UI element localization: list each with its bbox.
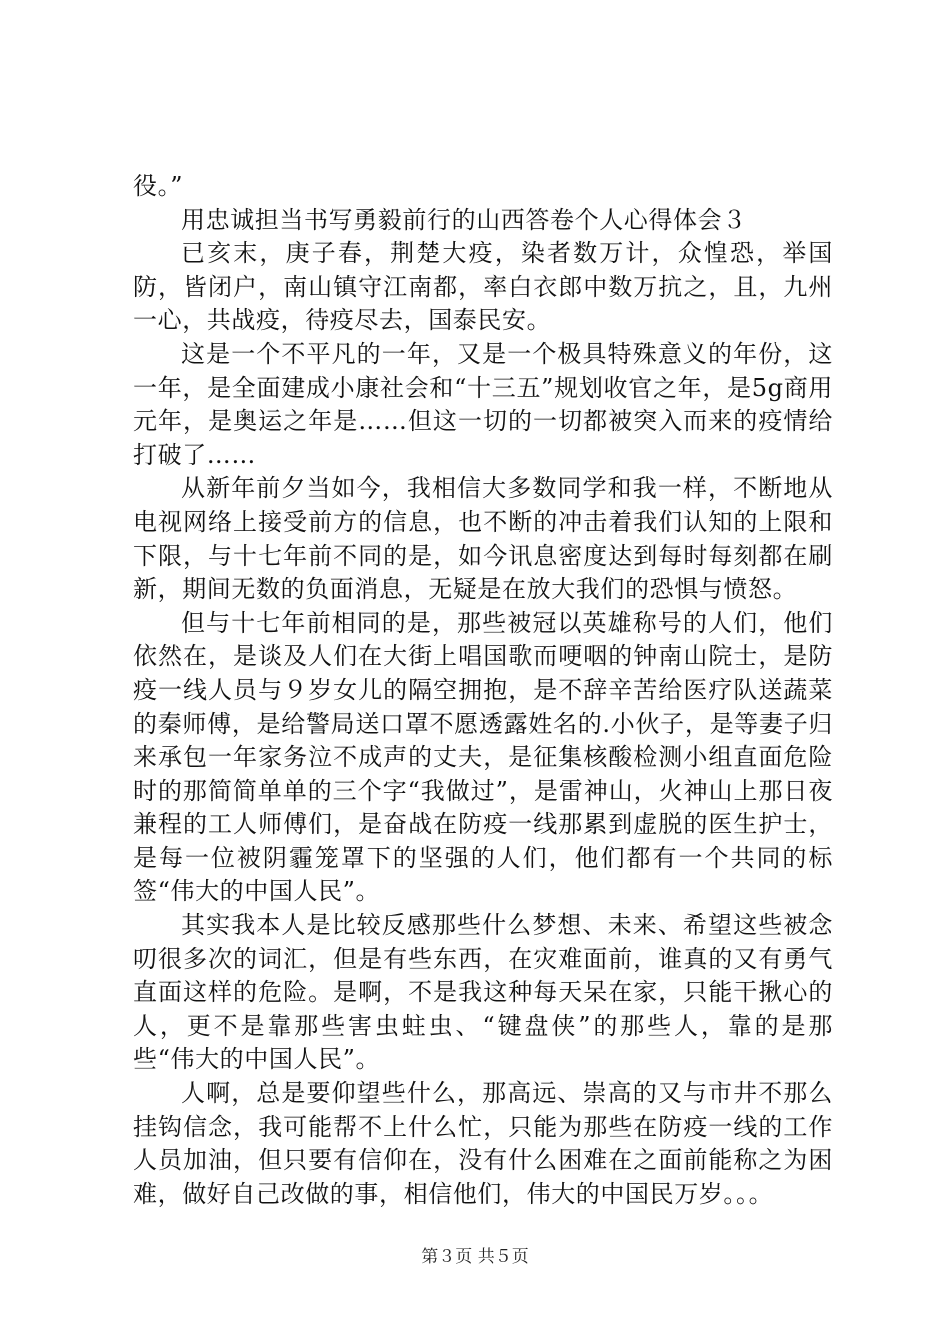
paragraph-4: 但与十七年前相同的是，那些被冠以英雄称号的人们，他们依然在，是谈及人们在大街上唱国歌而哽咽的钟南山院士，是防疫一线人员与９岁女儿的隔空拥抱，是不辞辛苦给医疗队送蔬菜的秦师傅，是给警局送口罩不愿透露姓名的.小伙子，是等妻子归来承包一年家务泣不成声的丈夫，是征集核酸检测小组直面危险时的那简简单单的三个字“我做过”，是雷神山，火神山上那日夜兼程的工人师傅们，是奋战在防疫一线那累到虚脱的医生护士，是每一位被阴霾笼罩下的坚强的人们，他们都有一个共同的标签“伟大的中国人民”。 [133, 608, 833, 906]
paragraph-1: 已亥末，庚子春，荆楚大疫，染者数万计，众惶恐，举国防，皆闭户，南山镇守江南都，率白衣郎中数万抗之，且，九州一心，共战疫，待疫尽去，国泰民安。 [133, 239, 833, 335]
paragraph-3: 从新年前夕当如今，我相信大多数同学和我一样，不断地从电视网络上接受前方的信息，也不断的冲击着我们认知的上限和下限，与十七年前不同的是，如今讯息密度达到每时每刻都在刷新，期间无数的负面消息，无疑是在放大我们的恐惧与愤怒。 [133, 474, 833, 604]
page-number-footer: 第３页 共５页 [421, 1247, 529, 1267]
paragraph-5: 其实我本人是比较反感那些什么梦想、未来、希望这些被念叨很多次的词汇，但是有些东西，在灾难面前，谁真的又有勇气直面这样的危险。是啊，不是我这种每天呆在家，只能干揪心的人，更不是靠那些害虫蛀虫、“键盘侠”的那些人，靠的是那些“伟大的中国人民”。 [133, 911, 833, 1074]
paragraph-2: 这是一个不平凡的一年，又是一个极具特殊意义的年份，这一年，是全面建成小康社会和“十三五”规划收官之年，是5g商用元年，是奥运之年是……但这一切的一切都被突入而来的疫情给打破了…… [133, 339, 833, 469]
continuation-text: 役。” [133, 172, 184, 200]
section-heading: 用忠诚担当书写勇毅前行的山西答卷个人心得体会３ [181, 205, 747, 234]
document-body [133, 170, 833, 1211]
paragraph-6: 人啊，总是要仰望些什么，那高远、崇高的又与市井不那么挂钩信念，我可能帮不上什么忙，只能为那些在防疫一线的工作人员加油，但只要有信仰在，没有什么困难在之面前能称之为困难，做好自己改做的事，相信他们，伟大的中国民万岁。。。 [133, 1079, 833, 1208]
